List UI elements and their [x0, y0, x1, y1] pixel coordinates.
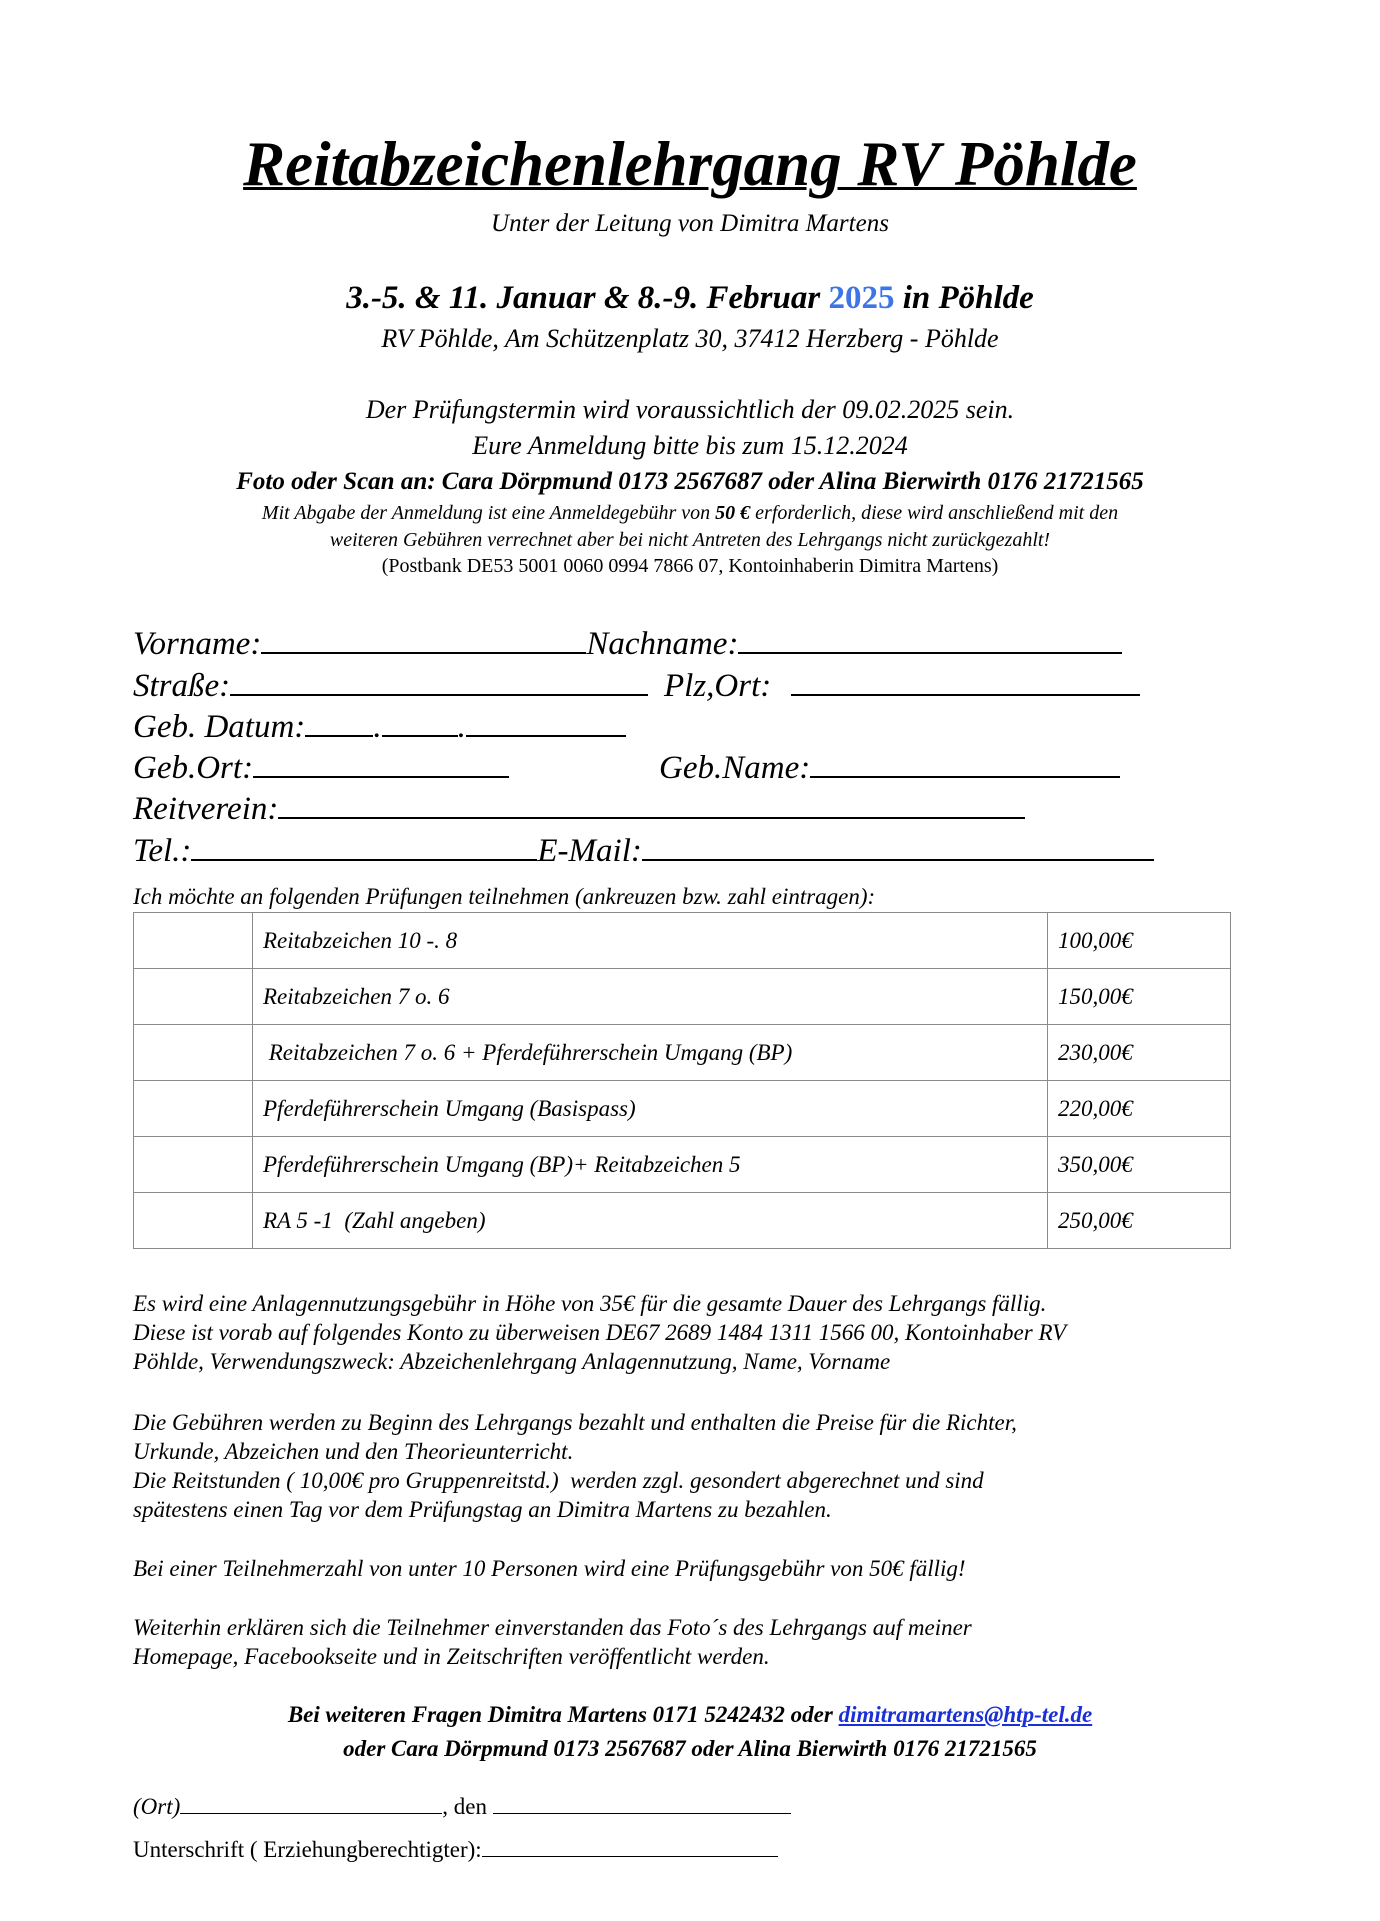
nachname-label: Nachname:	[586, 626, 739, 662]
signature-line	[133, 1836, 778, 1863]
exam-checkbox-cell[interactable]	[134, 969, 253, 1025]
fee-note-text: erforderlich, diese wird anschließend mit den	[750, 502, 1119, 524]
exam-name: Reitabzeichen 7 o. 6 + Pferdeführerschein Umgang (BP)	[253, 1025, 1048, 1081]
page-title: Reitabzeichenlehrgang RV Pöhlde	[243, 129, 1137, 199]
geb-name-line[interactable]	[810, 746, 1120, 778]
questions-contact-line-2: oder Cara Dörpmund 0173 2567687 oder Alina Bierwirth 0176 21721565	[343, 1736, 1037, 1761]
email-line[interactable]	[642, 829, 1154, 861]
table-row	[134, 1137, 1231, 1193]
email-label: E-Mail:	[537, 833, 642, 869]
geb-datum-field[interactable]: Geb. Datum: . .	[133, 705, 626, 746]
geb-day-line[interactable]	[305, 705, 373, 737]
geb-ort-line[interactable]	[253, 746, 509, 778]
exam-name: Reitabzeichen 7 o. 6	[253, 969, 1048, 1025]
table-row	[134, 1081, 1231, 1137]
strasse-label: Straße:	[133, 668, 231, 704]
plz-ort-line[interactable]	[791, 664, 1140, 696]
geb-datum-label: Geb. Datum:	[133, 709, 306, 745]
dates-suffix: in Pöhlde	[894, 280, 1034, 316]
reitverein-field[interactable]	[133, 787, 1025, 828]
geb-name-field[interactable]	[659, 746, 1120, 787]
exam-price: 100,00€	[1048, 913, 1231, 969]
place-date-line	[133, 1793, 791, 1820]
geb-ort-label: Geb.Ort:	[133, 750, 254, 786]
table-row	[134, 1025, 1231, 1081]
tel-line[interactable]	[191, 829, 537, 861]
vorname-line[interactable]	[261, 622, 586, 654]
paragraph-line: Weiterhin erklären sich die Teilnehmer einverstanden das Foto´s des Lehrgangs auf meiner	[133, 1615, 972, 1640]
exam-price: 150,00€	[1048, 969, 1231, 1025]
geb-year-line[interactable]	[466, 705, 626, 737]
plz-ort-field[interactable]	[664, 664, 1140, 705]
exam-price: 230,00€	[1048, 1025, 1231, 1081]
registration-deadline: Eure Anmeldung bitte bis zum 15.12.2024	[472, 431, 908, 460]
exam-selection-table	[133, 912, 1231, 1249]
email-link[interactable]: dimitramartens@htp-tel.de	[838, 1702, 1093, 1727]
strasse-field[interactable]	[133, 664, 648, 705]
venue-address: RV Pöhlde, Am Schützenplatz 30, 37412 Herzberg - Pöhlde	[381, 324, 999, 353]
exam-name: Pferdeführerschein Umgang (BP)+ Reitabzeichen 5	[253, 1137, 1048, 1193]
reitverein-line[interactable]	[278, 787, 1025, 819]
exam-price: 250,00€	[1048, 1193, 1231, 1249]
exam-checkbox-cell[interactable]	[134, 1137, 253, 1193]
fee-note-line-2: weiteren Gebühren verrechnet aber bei nicht Antreten des Lehrgangs nicht zurückgezahlt!	[329, 529, 1051, 551]
bank-details: (Postbank DE53 5001 0060 0994 7866 07, Kontoinhaberin Dimitra Martens)	[381, 555, 999, 577]
exam-price: 220,00€	[1048, 1081, 1231, 1137]
nachname-line[interactable]	[738, 622, 1122, 654]
tel-label: Tel.:	[133, 833, 192, 869]
geb-name-label: Geb.Name:	[659, 750, 811, 786]
paragraph-line: Die Reitstunden ( 10,00€ pro Gruppenreitstd.) werden zzgl. gesondert abgerechnet und sind	[133, 1468, 984, 1493]
signature-fill-line[interactable]	[482, 1836, 778, 1857]
course-dates	[0, 280, 1380, 317]
geb-month-line[interactable]	[382, 705, 458, 737]
paragraph-line: spätestens einen Tag vor dem Prüfungstag an Dimitra Martens zu bezahlen.	[133, 1497, 832, 1522]
fees-paragraph	[133, 1408, 1017, 1524]
exam-checkbox-cell[interactable]	[134, 1081, 253, 1137]
paragraph-line: Diese ist vorab auf folgendes Konto zu überweisen DE67 2689 1484 1311 1566 00, Kontoinhaber RV	[133, 1320, 1067, 1345]
table-row	[134, 969, 1231, 1025]
paragraph-line: Es wird eine Anlagennutzungsgebühr in Höhe von 35€ für die gesamte Dauer des Lehrgangs fällig.	[133, 1291, 1047, 1316]
fee-note-text: Mit Abgabe der Anmeldung ist eine Anmeldegebühr von	[261, 502, 716, 524]
signature-label: Unterschrift ( Erziehungberechtigter):	[133, 1837, 482, 1862]
contact-line: Foto oder Scan an: Cara Dörpmund 0173 2567687 oder Alina Bierwirth 0176 21721565	[236, 468, 1144, 495]
exam-selection-intro: Ich möchte an folgenden Prüfungen teilnehmen (ankreuzen bzw. zahl eintragen):	[133, 884, 876, 909]
exam-checkbox-cell[interactable]	[134, 913, 253, 969]
tel-email-field[interactable]	[133, 829, 1154, 870]
exam-name: Reitabzeichen 10 -. 8	[253, 913, 1048, 969]
questions-contact-line-1	[0, 1702, 1380, 1728]
table-row	[134, 913, 1231, 969]
dates-prefix: 3.-5. & 11. Januar & 8.-9. Februar	[346, 280, 829, 316]
exam-date-note: Der Prüfungstermin wird voraussichtlich der 09.02.2025 sein.	[365, 395, 1015, 424]
table-row	[134, 1193, 1231, 1249]
paragraph-line: Pöhlde, Verwendungszweck: Abzeichenlehrgang Anlagennutzung, Name, Vorname	[133, 1349, 891, 1374]
ort-line[interactable]	[180, 1793, 442, 1814]
subtitle: Unter der Leitung von Dimitra Martens	[491, 210, 889, 237]
geb-ort-field[interactable]	[133, 746, 509, 787]
date-line[interactable]	[493, 1793, 791, 1814]
exam-name: RA 5 -1 (Zahl angeben)	[253, 1193, 1048, 1249]
paragraph-line: Urkunde, Abzeichen und den Theorieunterricht.	[133, 1439, 574, 1464]
fee-note-line-1	[0, 502, 1380, 525]
exam-checkbox-cell[interactable]	[134, 1193, 253, 1249]
plz-ort-label: Plz,Ort:	[664, 668, 772, 704]
paragraph-line: Die Gebühren werden zu Beginn des Lehrgangs bezahlt und enthalten die Preise für die Richter,	[133, 1410, 1017, 1435]
reitverein-label: Reitverein:	[133, 791, 279, 827]
exam-checkbox-cell[interactable]	[134, 1025, 253, 1081]
exam-name: Pferdeführerschein Umgang (Basispass)	[253, 1081, 1048, 1137]
vorname-label: Vorname:	[133, 626, 262, 662]
facility-fee-paragraph	[133, 1289, 1066, 1376]
den-label: , den	[442, 1794, 493, 1819]
strasse-line[interactable]	[230, 664, 648, 696]
photo-consent-paragraph	[133, 1613, 972, 1671]
dates-year: 2025	[828, 280, 895, 316]
fee-amount: 50 €	[715, 502, 751, 524]
paragraph-line: Homepage, Facebookseite und in Zeitschriften veröffentlicht werden.	[133, 1644, 770, 1669]
ort-label: (Ort)	[133, 1794, 181, 1819]
exam-price: 350,00€	[1048, 1137, 1231, 1193]
vorname-field[interactable]	[133, 622, 1122, 663]
participants-note: Bei einer Teilnehmerzahl von unter 10 Personen wird eine Prüfungsgebühr von 50€ fällig!	[133, 1556, 966, 1581]
questions-text: Bei weiteren Fragen Dimitra Martens 0171 5242432 oder	[287, 1702, 839, 1727]
